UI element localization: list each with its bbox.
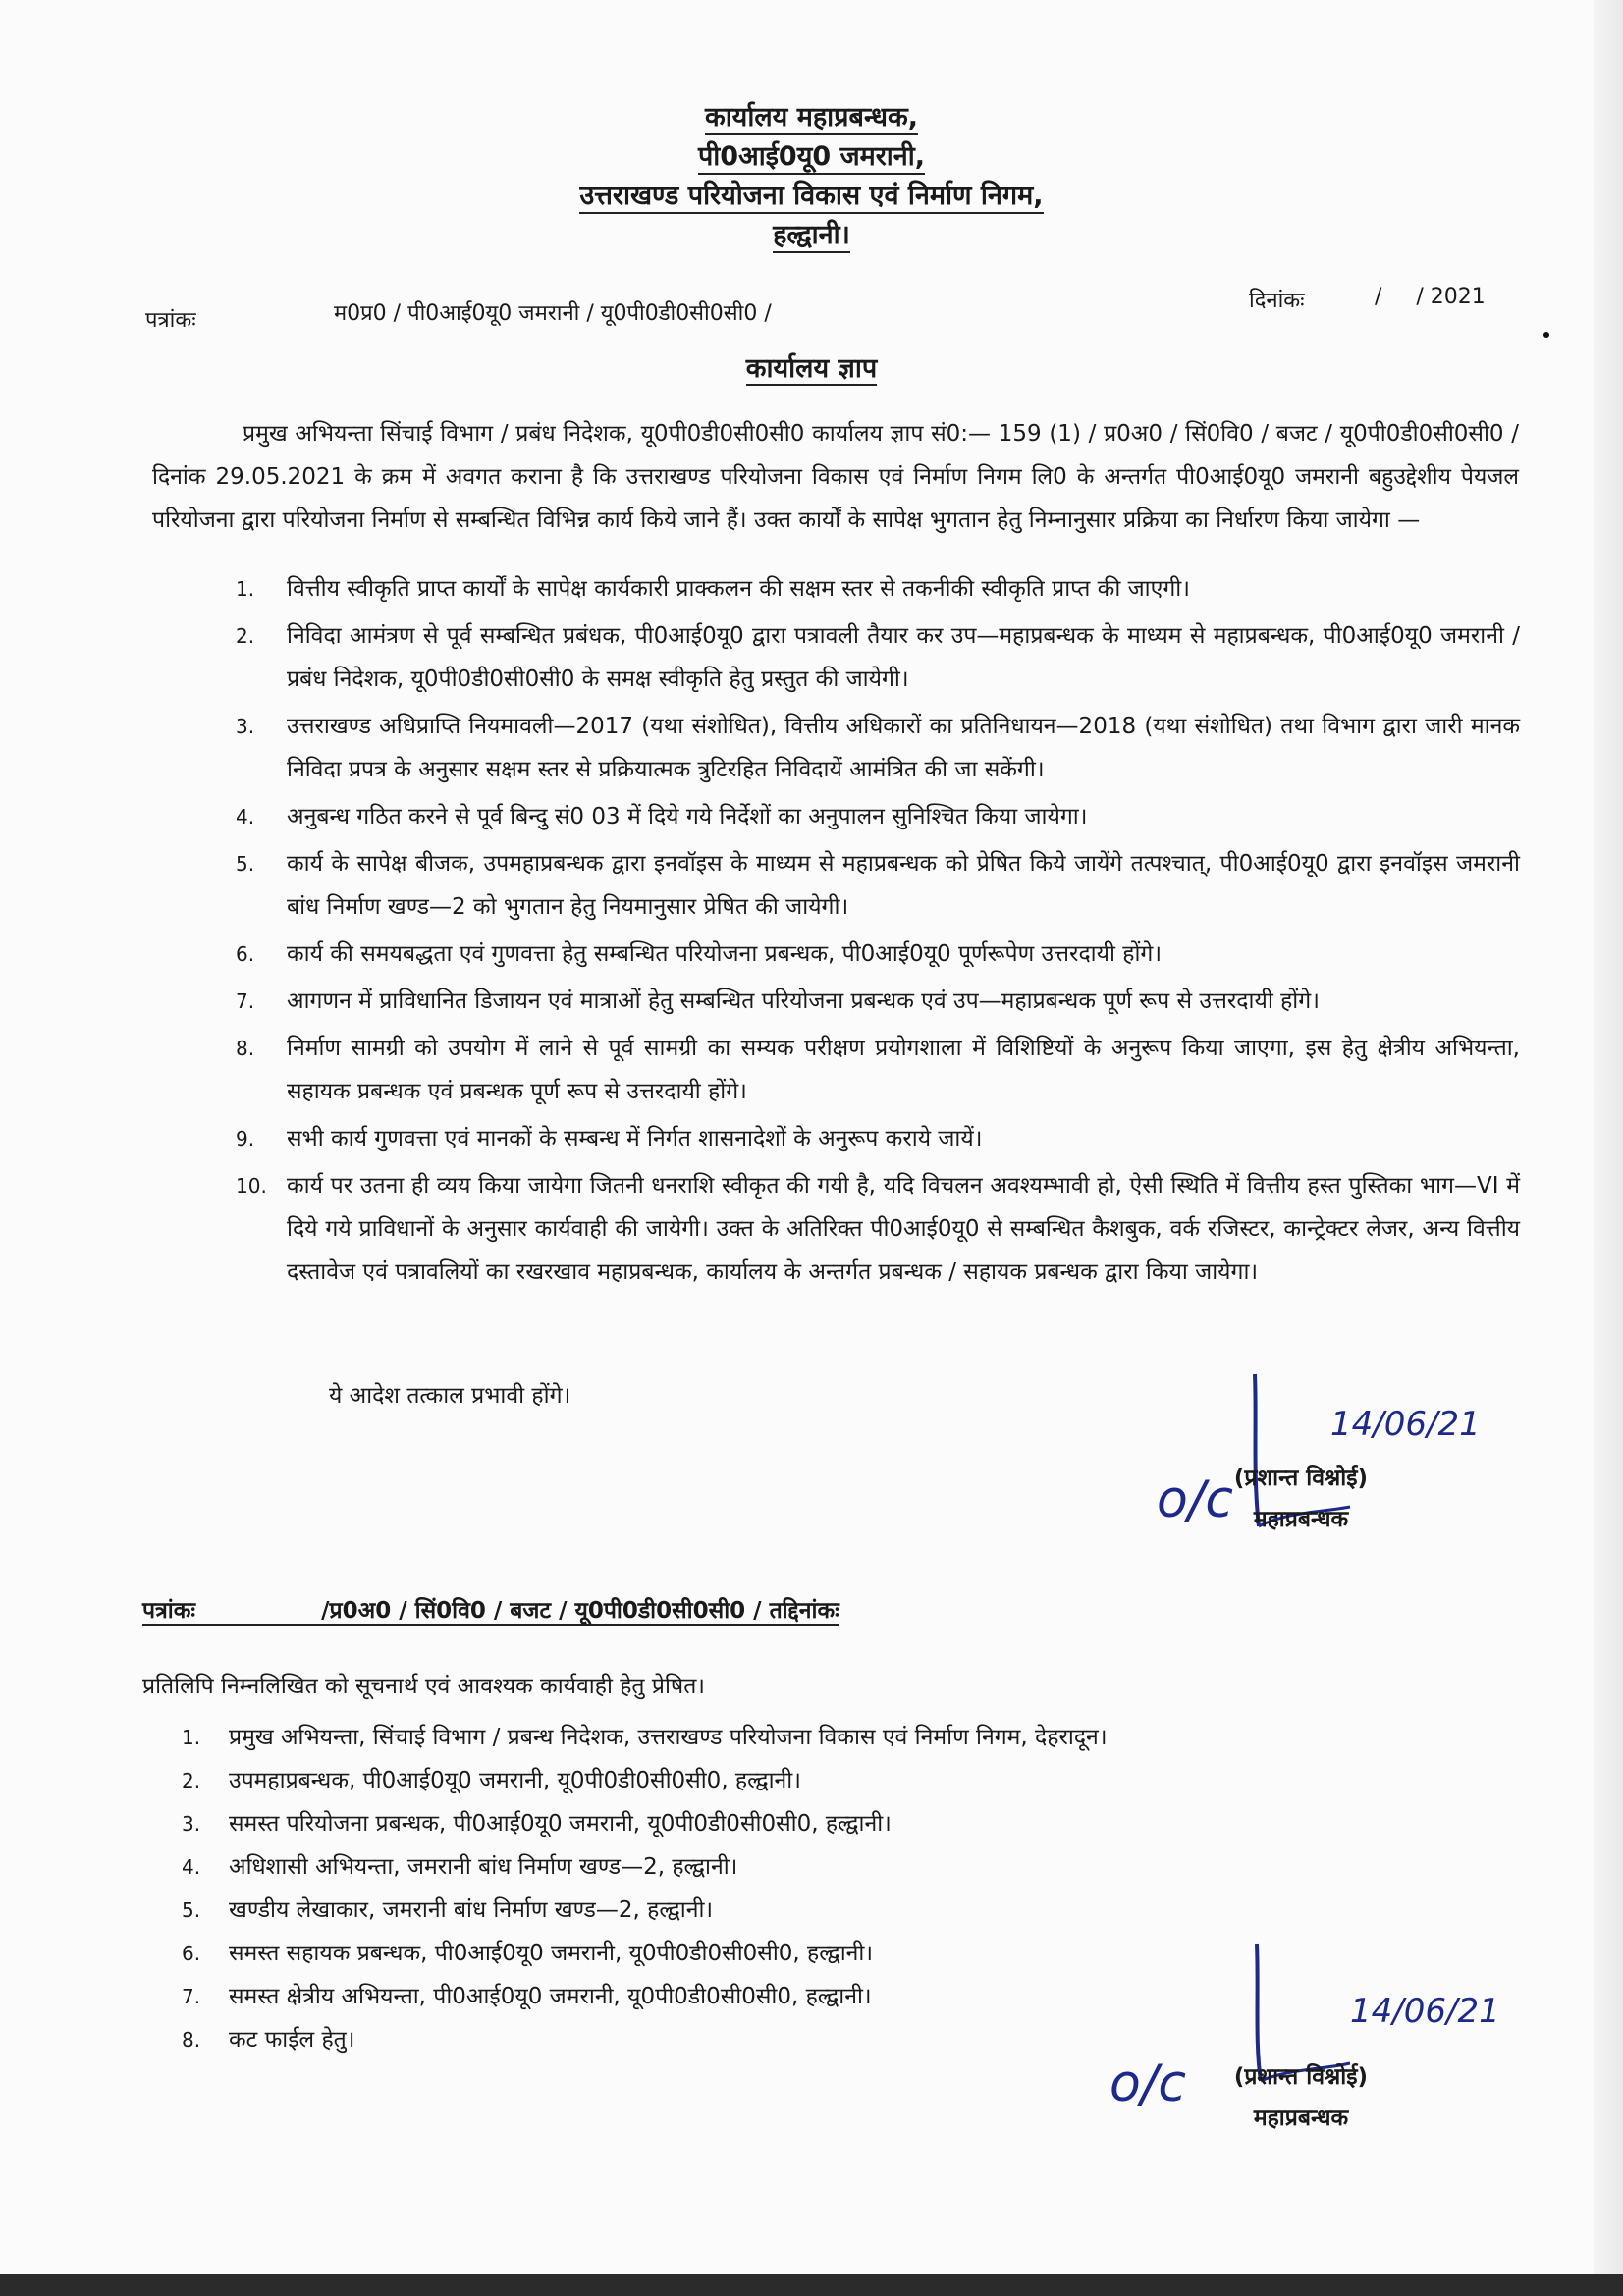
procedure-item-number: 4. [236,805,255,828]
copy-recipient-text: खण्डीय लेखाकार, जमरानी बांध निर्माण खण्ड—2, हल्द्वानी। [229,1897,714,1923]
procedure-item-number: 10. [236,1174,267,1198]
signatory-designation-2: महाप्रबन्धक [1253,2106,1349,2131]
memo-title [0,348,1623,385]
intro-text: प्रमुख अभियन्ता सिंचाई विभाग / प्रबंध निदेशक, यू0पी0डी0सी0सी0 कार्यालय ज्ञाप सं0:— 159 (1) / प्र0अ0 / सिं0वि0 / बजट / यू0पी0डी0सी0सी0 / दिनांक 29.05.2021 के क्रम में अवगत कराना है कि उत्तराखण्ड परियोजना विकास एवं निर्माण निगम लि0 के अन्तर्गत पी0आई0यू0 जमरानी बहुउद्देशीय पेयजल परियोजना द्वारा परियोजना निर्माण से सम्बन्धित विभिन्न कार्य किये जाने हैं। उक्त कार्यों के सापेक्ष भुगतान हेतु निम्नानुसार प्रक्रिया का निर्धारण किया जायेगा — [152,421,1519,533]
date-value: / / 2021 [1375,285,1486,309]
copy-recipient [182,1889,1458,1932]
procedure-item-text: कार्य पर उतना ही व्यय किया जायेगा जितनी धनराशि स्वीकृत की गयी है, यदि विचलन अवश्यम्भावी हो, ऐसी स्थिति में वित्तीय हस्त पुस्तिका भाग—VI में दिये गये प्राविधानों के अनुसार कार्यवाही की जायेगी। उक्त के अतिरिक्त पी0आई0यू0 से सम्बन्धित कैशबुक, वर्क रजिस्टर, कान्ट्रेक्टर लेजर, अन्य वित्तीय दस्तावेज एवं पत्रावलियों का रखरखाव महाप्रबन्धक, कार्यालय के अन्तर्गत प्रबन्धक / सहायक प्रबन्धक द्वारा किया जायेगा। [287,1173,1520,1285]
copy-recipient-text: समस्त सहायक प्रबन्धक, पी0आई0यू0 जमरानी, यू0पी0डी0सी0सी0, हल्द्वानी। [229,1941,874,1966]
header-line-1: कार्यालय महाप्रबन्धक, [705,102,918,135]
procedure-item-text: उत्तराखण्ड अधिप्राप्ति नियमावली—2017 (यथा संशोधित), वित्तीय अधिकारों का प्रतिनिधायन—2018 (यथा संशोधित) तथा विभाग द्वारा जारी मानक निविदा प्रपत्र के अनुसार सक्षम स्तर से प्रक्रियात्मक त्रुटिरहित निविदायें आमंत्रित की जा सकेंगी। [287,714,1520,782]
svg-text:14/06/21: 14/06/21 [1330,1405,1481,1444]
signature-1-block [1203,1461,1399,1533]
procedure-item [236,842,1520,929]
procedure-item [236,933,1520,976]
copy-recipient-number: 8. [182,2028,201,2052]
procedure-item-number: 7. [236,989,255,1013]
closing-line: ये आदेश तत्काल प्रभावी होंगे। [329,1383,571,1409]
copy-recipient-text: उपमहाप्रबन्धक, पी0आई0यू0 जमरानी, यू0पी0डी0सी0सी0, हल्द्वानी। [229,1768,801,1793]
procedure-item-text: आगणन में प्राविधानित डिजायन एवं मात्राओं हेतु सम्बन्धित परियोजना प्रबन्धक एवं उप—महाप्रबन्धक पूर्ण रूप से उत्तरदायी होंगे। [287,988,1320,1014]
signatory-designation-1: महाप्रबन्धक [1253,1507,1349,1532]
copy-recipient-text: समस्त क्षेत्रीय अभियन्ता, पी0आई0यू0 जमरानी, यू0पी0डी0सी0सी0, हल्द्वानी। [229,1984,872,2009]
scan-edge-right [1594,0,1623,2296]
svg-text:o/c: o/c [1109,2055,1186,2113]
procedure-item-number: 9. [236,1127,255,1150]
procedure-item-number: 6. [236,942,255,966]
copy-recipient-number: 3. [182,1812,201,1836]
svg-text:o/c: o/c [1157,1470,1233,1529]
copy-recipient-number: 6. [182,1942,201,1965]
copy-recipient-number: 7. [182,1985,201,2008]
procedure-item [236,567,1520,611]
procedure-item-text: अनुबन्ध गठित करने से पूर्व बिन्दु सं0 03 में दिये गये निर्देशों का अनुपालन सुनिश्चित किया जायेगा। [287,804,1088,829]
signatory-name-2: (प्रशान्त विश्नोई) [1233,2064,1369,2090]
office-header [0,98,1623,255]
procedure-item [236,980,1520,1023]
reference-number: म0प्र0 / पी0आई0यू0 जमरानी / यू0पी0डी0सी0सी0 / [334,301,772,326]
ink-dot [1543,332,1549,338]
copy-recipient [182,1845,1458,1889]
copy-recipient [182,1802,1458,1845]
svg-text:14/06/21: 14/06/21 [1350,1992,1500,2031]
procedure-item-text: कार्य के सापेक्ष बीजक, उपमहाप्रबन्धक द्वारा इनवॉइस के माध्यम से महाप्रबन्धक को प्रेषित किये जायेंगे तत्पश्चात्, पी0आई0यू0 द्वारा इनवॉइस जमरानी बांध निर्माण खण्ड—2 को भुगतान हेतु नियमानुसार प्रेषित की जायेगी। [287,851,1520,920]
copy-recipient [182,1759,1458,1802]
header-line-4: हल्द्वानी। [773,220,850,253]
copy-recipient [182,1716,1458,1759]
copy-recipient-number: 2. [182,1769,201,1792]
procedure-item-text: वित्तीय स्वीकृति प्राप्त कार्यों के सापेक्ष कार्यकारी प्राक्कलन की सक्षम स्तर से तकनीकी स्वीकृति प्राप्त की जाएगी। [287,576,1190,602]
reference-label: पत्रांकः [145,308,196,333]
copy-recipient-number: 1. [182,1726,201,1749]
procedure-item-number: 3. [236,715,255,738]
signatory-name-1: (प्रशान्त विश्नोई) [1233,1466,1369,1491]
procedure-list [236,567,1520,1298]
procedure-item-number: 5. [236,852,255,876]
procedure-item [236,1027,1520,1113]
procedure-item [236,705,1520,791]
header-line-3: उत्तराखण्ड परियोजना विकास एवं निर्माण निगम, [579,181,1043,214]
copy-recipient-number: 4. [182,1855,201,1879]
copy-recipient-text: समस्त परियोजना प्रबन्धक, पी0आई0यू0 जमरानी, यू0पी0डी0सी0सी0, हल्द्वानी। [229,1811,892,1837]
procedure-item-text: निविदा आमंत्रण से पूर्व सम्बन्धित प्रबंधक, पी0आई0यू0 द्वारा पत्रावली तैयार कर उप—महाप्रबन्धक के माध्यम से महाप्रबन्धक, पी0आई0यू0 जमरानी / प्रबंध निदेशक, यू0पी0डी0सी0सी0 के समक्ष स्वीकृति हेतु प्रस्तुत की जायेगी। [287,623,1520,692]
procedure-item [236,1164,1520,1294]
copy-recipient-text: कट फाईल हेतु। [229,2027,355,2053]
reference-2-text: पत्रांकः /प्र0अ0 / सिं0वि0 / बजट / यू0पी0डी0सी0सी0 / तद्दिनांकः [142,1598,839,1624]
procedure-item-text: निर्माण सामग्री को उपयोग में लाने से पूर्व सामग्री का सम्यक परीक्षण प्रयोगशाला में विशिष्टियों के अनुरूप किया जाएगा, इस हेतु क्षेत्रीय अभियन्ता, सहायक प्रबन्धक एवं प्रबन्धक पूर्ण रूप से उत्तरदायी होंगे। [287,1036,1520,1104]
procedure-item [236,614,1520,701]
procedure-item [236,1117,1520,1160]
procedure-item-text: कार्य की समयबद्धता एवं गुणवत्ता हेतु सम्बन्धित परियोजना प्रबन्धक, पी0आई0यू0 पूर्णरूपेण उत्तरदायी होंगे। [287,941,1163,967]
copy-recipient-text: अधिशासी अभियन्ता, जमरानी बांध निर्माण खण्ड—2, हल्द्वानी। [229,1854,738,1880]
procedure-item-number: 2. [236,624,255,648]
copy-recipient-number: 5. [182,1898,201,1922]
procedure-item [236,795,1520,838]
copy-heading: प्रतिलिपि निम्नलिखित को सूचनार्थ एवं आवश्यक कार्यवाही हेतु प्रेषित। [142,1674,706,1699]
header-line-2: पी0आई0यू0 जमरानी, [698,141,925,175]
intro-paragraph [152,412,1519,542]
copy-recipient-text: प्रमुख अभियन्ता, सिंचाई विभाग / प्रबन्ध निदेशक, उत्तराखण्ड परियोजना विकास एवं निर्माण निगम, देहरादून। [229,1725,1108,1750]
date-label: दिनांकः [1249,289,1305,313]
procedure-item-number: 8. [236,1037,255,1060]
scan-edge-bottom [0,2274,1623,2296]
procedure-item-number: 1. [236,577,255,601]
reference-2 [142,1593,839,1625]
signature-2-block [1203,2059,1399,2132]
procedure-item-text: सभी कार्य गुणवत्ता एवं मानकों के सम्बन्ध में निर्गत शासनादेशों के अनुरूप कराये जायें। [287,1126,983,1151]
memo-title-text: कार्यालय ज्ञाप [745,353,878,384]
